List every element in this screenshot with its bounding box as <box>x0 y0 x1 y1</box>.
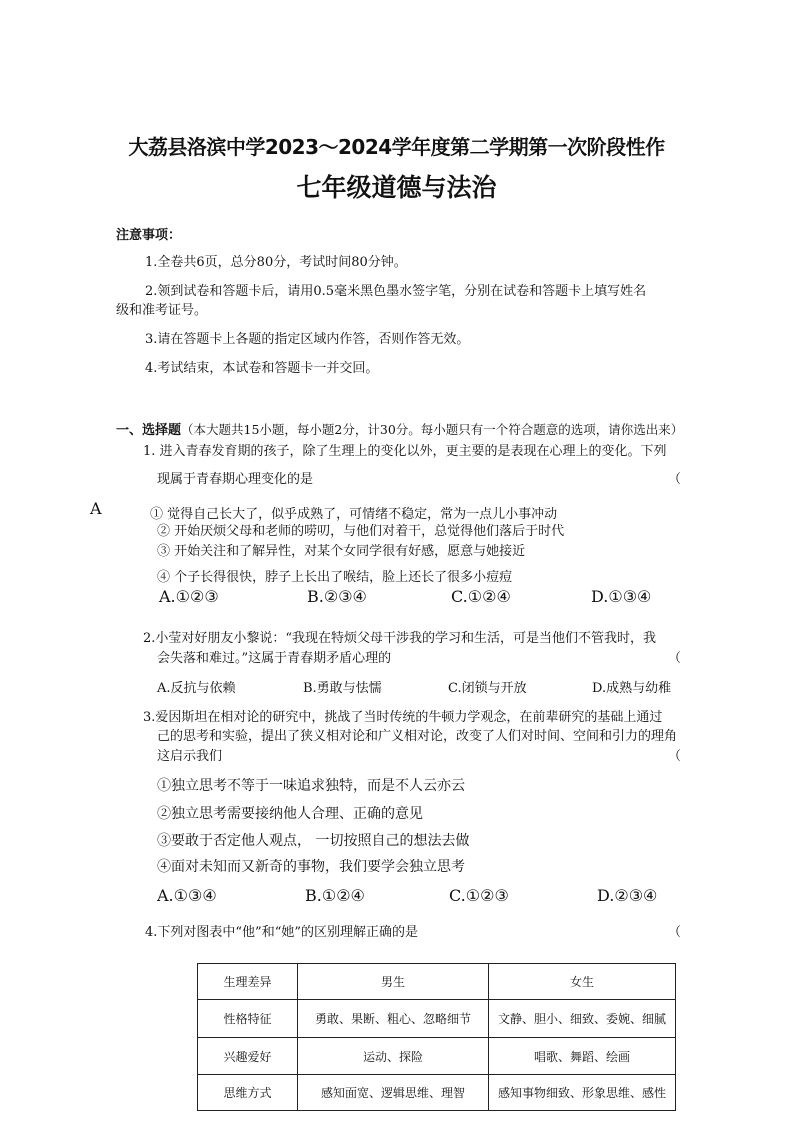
table-cell: 思维方式 <box>198 1075 298 1111</box>
q2-option-b: B.勇敢与怯懦 <box>303 681 382 696</box>
table-header-cell: 女生 <box>489 964 676 1000</box>
q3-stem-line3: 这启示我们 <box>157 749 223 764</box>
q2-option-a: A.反抗与依赖 <box>157 681 236 696</box>
table-header-cell: 男生 <box>298 964 489 1000</box>
q2-option-c: C.闭锁与开放 <box>448 681 527 696</box>
table-cell: 感知事物细致、形象思维、感性 <box>489 1075 676 1111</box>
section-heading <box>116 419 683 438</box>
q2-stem-line2: 会失落和难过。”这属于青春期矛盾心理的 <box>157 651 392 666</box>
table-cell: 感知面宽、逻辑思维、理智 <box>298 1075 489 1111</box>
table-cell: 唱歌、舞蹈、绘画 <box>489 1038 676 1075</box>
q3-stem-line1: 3.爱因斯坦在相对论的研究中，挑战了当时传统的牛顿力学观念，在前辈研究的基础上通过 <box>143 710 663 725</box>
table-header-cell: 生理差异 <box>198 964 298 1000</box>
q1-item-3: ③ 开始关注和了解异性，对某个女同学很有好感，愿意与她接近 <box>157 544 526 559</box>
table-cell: 性格特征 <box>198 1000 298 1038</box>
q1-option-b: B.②③④ <box>307 587 367 606</box>
notice-item-1: 1.全卷共6页，总分80分，考试时间80分钟。 <box>145 255 407 270</box>
q4-answer-paren: （ <box>668 925 682 940</box>
q1-option-d: D.①③④ <box>591 587 652 606</box>
q3-stem-line2: 己的思考和实验，提出了狭义相对论和广义相对论，改变了人们对时间、空间和引力的理角 <box>157 729 678 744</box>
q1-item-4: ④ 个子长得很快，脖子上长出了喉结，脸上还长了很多小痘痘 <box>157 570 513 585</box>
q3-option-d: D.②③④ <box>597 886 658 905</box>
table-cell: 运动、探险 <box>298 1038 489 1075</box>
gender-difference-table <box>197 963 676 1111</box>
q3-option-a: A.①③④ <box>157 886 217 905</box>
table-cell: 兴趣爱好 <box>198 1038 298 1075</box>
section-label: 一、选择题 <box>116 423 182 438</box>
q3-answer-paren: （ <box>668 749 682 764</box>
exam-title-line1: 大荔县洛滨中学2023～2024学年度第二学期第一次阶段性作 <box>128 135 665 159</box>
q1-handwritten-answer: A <box>90 499 102 518</box>
q3-option-c: C.①②③ <box>449 886 509 905</box>
notice-item-4: 4.考试结束，本试卷和答题卡一并交回。 <box>145 361 379 376</box>
q3-item-1: ①独立思考不等于一味追求独特，而是不人云亦云 <box>157 778 465 794</box>
section-description: （本大题共15小题，每小题2分，计30分。每小题只有一个符合题意的选项，请你选出来） <box>181 422 684 437</box>
table-row <box>198 1038 676 1075</box>
q2-stem-line1: 2.小莹对好朋友小黎说：“我现在特烦父母干涉我的学习和生活，可是当他们不管我时，我 <box>143 631 657 646</box>
q3-option-b: B.①②④ <box>305 886 365 905</box>
exam-title-subject: 七年级道德与法治 <box>296 173 497 202</box>
q3-item-3: ③要敢于否定他人观点， 一切按照自己的想法去做 <box>157 833 470 849</box>
notice-item-2-cont: 级和准考证号。 <box>116 303 208 318</box>
notice-item-2: 2.领到试卷和答题卡后，请用0.5毫米黑色墨水签字笔，分别在试卷和答题卡上填写姓名 <box>145 284 647 299</box>
q3-item-4: ④面对未知而又新奇的事物，我们要学会独立思考 <box>157 859 465 875</box>
table-cell: 勇敢、果断、粗心、忽略细节 <box>298 1000 489 1038</box>
q3-item-2: ②独立思考需要接纳他人合理、正确的意见 <box>157 806 423 822</box>
q2-answer-paren: （ <box>668 651 682 666</box>
table-row <box>198 1000 676 1038</box>
q1-item-2: ② 开始厌烦父母和老师的唠叨，与他们对着干，总觉得他们落后于时代 <box>157 524 565 539</box>
q2-option-d: D.成熟与幼稚 <box>592 681 672 696</box>
q1-answer-paren: （ <box>668 472 682 487</box>
q1-item-1: ① 觉得自己长大了，似乎成熟了，可情绪不稳定，常为一点儿小事冲动 <box>150 507 558 522</box>
q1-option-a: A.①②③ <box>159 587 219 606</box>
q1-stem-line1: 1. 进入青春发育期的孩子，除了生理上的变化以外，更主要的是表现在心理上的变化。下列 <box>143 444 667 459</box>
q4-stem: 4.下列对图表中“他”和“她”的区别理解正确的是 <box>145 925 418 940</box>
table-header-row <box>198 964 676 1000</box>
q1-stem-line2: 现属于青春期心理变化的是 <box>157 472 314 487</box>
notice-item-3: 3.请在答题卡上各题的指定区域内作答，否则作答无效。 <box>145 332 470 347</box>
q1-option-c: C.①②④ <box>451 587 511 606</box>
table-row <box>198 1075 676 1111</box>
table-cell: 文静、胆小、细致、委婉、细腻 <box>489 1000 676 1038</box>
notice-heading: 注意事项： <box>116 228 182 243</box>
